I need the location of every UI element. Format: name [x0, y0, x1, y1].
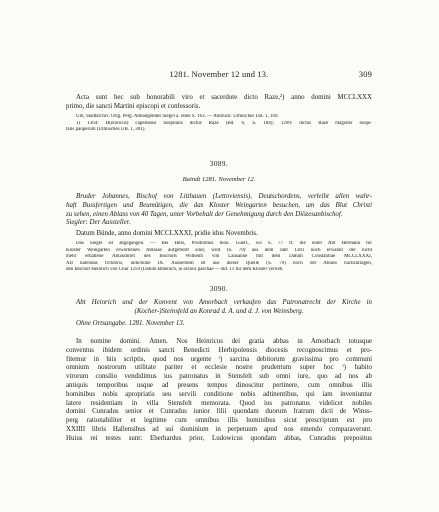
top-source-note	[66, 114, 372, 134]
dateline-text: Ohne Ortsangabe. 1281. November 13.	[76, 320, 185, 327]
regest-line: (Kocher-)Steinsfeld an Konrad d. Ä. und d. J. von Weinsberg.	[134, 307, 304, 315]
note-line: 1) 1364: H(einricus) capellanus hospitalis dictus Raze (Bd. 6, S. 184); 1299: dictus Raze magister hospi-	[76, 120, 372, 126]
running-header	[66, 70, 372, 82]
document-number: 3089.	[209, 160, 229, 168]
document-source-note	[66, 241, 372, 274]
document-regest	[66, 193, 372, 228]
document-dateline	[66, 320, 372, 329]
body-line: omnium nostrorum utilitate pariter et ecclesie nostre prudentum super hoc ⁱ) habito	[66, 364, 372, 372]
note-line: talis pauperum (Ulmisches UB. 1, 201).	[66, 127, 146, 133]
regest-line: Bruder Johannes, Bischof von Litthauen (Lettoviensis), Deutschordens, verleiht allen wahr-	[76, 193, 372, 200]
top-paragraph	[66, 94, 372, 112]
note-line: Um, Stadtarchiv. Orig. Perg. Abhangendes Siegel a. oben S. 163. — Abdruck: Ulmisches UB. 1, 169.	[76, 114, 279, 119]
body-line: conventus ibidem ordinis sancti Benedicti Herbipolensis diocesis recognoscimus et pro-	[66, 346, 372, 354]
document-body	[66, 338, 372, 444]
body-line: domini Cunradus senior et Cunradus iunior filii quondam duorum fratrum dicti de Winss-	[66, 408, 372, 416]
body-line: fitemur in hiis scriptis, quod nos urgente ⁱ) sarcina debitorum gravissima pro communi	[66, 355, 372, 363]
regest-line: Abt Heinrich und der Konvent von Amorbach verkaufen das Patronatrecht der Kirche in	[76, 299, 372, 306]
note-line: den Bischof Heinrich von Chur 1259 (Datum Biberach, in octava paschae — Bd. 11 für dem Kloster verlieh.	[66, 267, 284, 273]
note-line: mehr erhaltene Ablassbrief des Bischofs Wilhelm von Lausanne mit dem Datum Constantiae MCCLXXXI,	[66, 254, 372, 260]
body-line: antiquis temporibus usque ad presens tempus dinoscitur pertinere, cum omnibus illis	[66, 381, 372, 389]
body-line: perg rationabiliter et legitime cum omnibus illis hominibus sicut prescriptum est pro	[66, 417, 372, 425]
text-line: primo, die sancti Martini episcopi et confessoris.	[66, 102, 201, 110]
dating-line: Datum Bünde, anno domini MCCLXXXI, pridie idus Novembris.	[76, 230, 258, 237]
document-number: 3090.	[209, 285, 229, 293]
note-line: XII kalendas Octobris, indictione IX. Ausserdem ist aus dieser Quelle (S. 79) noch der Ablass nachzutragen,	[66, 260, 372, 266]
regest-line: Siegler: Der Aussteller.	[66, 219, 131, 227]
note-line: Kloster Weingarten erworbenen Ablässe aufgeführt sind, wird (S. 79) aus dem Jahr 1281 noch erwähnt der nicht	[66, 247, 372, 253]
document-dating	[66, 230, 372, 239]
page-number: 309	[358, 70, 372, 79]
regest-line: zu sehen, einen Ablass von 40 Tagen, unter Vorbehalt der Genehmigung durch den Diözesanbischof.	[66, 210, 343, 218]
regest-line: haft Bussfertigen und Beumütigen, die das Kloster Weingarten besuchen, um das Blut Christi	[66, 201, 372, 209]
document-dateline: Baindt 1281. November 12.	[182, 176, 256, 183]
running-title: 1281. November 12 und 13.	[169, 70, 269, 79]
body-line: virorum consilio vendidimus ius patronatus in Stensfelt sub omni iure, quo ad nos ab	[66, 373, 372, 381]
document-regest	[66, 299, 372, 317]
body-line: XXIIII libris Hallensibus ad sui dominium in perpetuum apud nos emendo comparaverunt.	[66, 425, 372, 433]
body-line: In nomine domini. Amen. Nos Heinricus dei gratia abbas in Amorbach totusque	[76, 338, 372, 345]
note-line: Das Siegel ist abgegangen. — Bei Hess, Prodromus mon. Guelf., wo S. 77 ff. die unter Abt Hermann für	[76, 241, 372, 246]
body-line: hominibus nobis apropriatis seu servili conditione nobis adtinentibus, qui iam inveniuntur	[66, 390, 372, 398]
text-line: Acta sunt hec sub honorabili viro et sacerdote dicto Raze,²) anno domini MCCLXXX	[76, 94, 372, 101]
body-line: Huius rei testes sunt: Eberhardus prior, Ludowicus quondam abbas, Cunradus prepositus	[66, 434, 372, 442]
body-line: latere residentiam in villa Stensfelt memorata. Quod ius patronatus videlicet nobiles	[66, 399, 372, 407]
